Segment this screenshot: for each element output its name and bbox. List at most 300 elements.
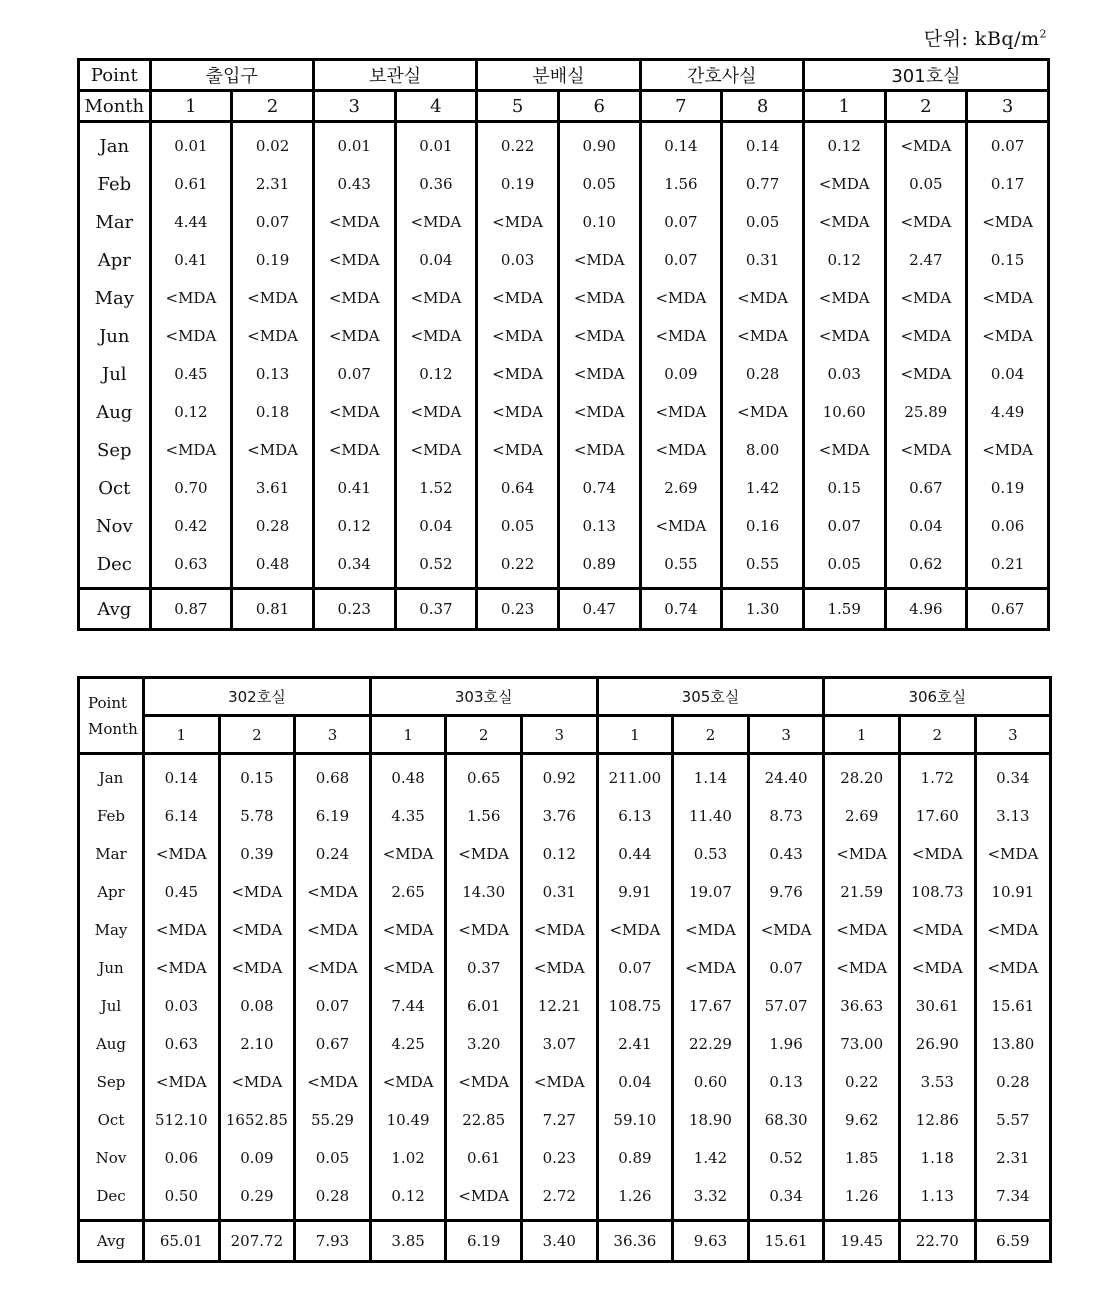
value-cell: <MDA — [313, 431, 395, 469]
value-cell: 7.34 — [975, 1177, 1051, 1221]
value-cell: 14.30 — [446, 873, 522, 911]
value-cell: <MDA — [295, 873, 371, 911]
table-row — [79, 873, 1051, 911]
value-cell: <MDA — [395, 393, 477, 431]
value-cell: <MDA — [899, 911, 975, 949]
value-cell: <MDA — [640, 393, 722, 431]
value-cell: <MDA — [295, 949, 371, 987]
month-cell: Apr — [97, 883, 125, 901]
value-cell: 0.14 — [722, 122, 804, 166]
value-cell: 19.45 — [824, 1221, 900, 1262]
value-cell: 4.96 — [885, 589, 967, 630]
value-cell: 0.90 — [558, 122, 640, 166]
table-row — [79, 545, 1049, 589]
value-cell: <MDA — [558, 279, 640, 317]
table-row — [79, 1139, 1051, 1177]
value-cell: 4.44 — [150, 203, 232, 241]
value-cell: 1.59 — [803, 589, 885, 630]
value-cell: 0.13 — [558, 507, 640, 545]
value-cell: 0.77 — [722, 165, 804, 203]
value-cell: 10.49 — [370, 1101, 446, 1139]
value-cell: 0.06 — [144, 1139, 220, 1177]
value-cell: 0.67 — [295, 1025, 371, 1063]
value-cell: <MDA — [521, 1063, 597, 1101]
value-cell: <MDA — [219, 949, 295, 987]
value-cell: <MDA — [640, 317, 722, 355]
value-cell: <MDA — [477, 279, 559, 317]
sub-header: 1 — [144, 716, 220, 754]
value-cell: <MDA — [370, 949, 446, 987]
value-cell: 0.55 — [640, 545, 722, 589]
value-cell: 0.18 — [232, 393, 314, 431]
value-cell: <MDA — [370, 1063, 446, 1101]
value-cell: <MDA — [722, 317, 804, 355]
value-cell: 1.13 — [899, 1177, 975, 1221]
value-cell: 36.63 — [824, 987, 900, 1025]
value-cell: 0.07 — [640, 203, 722, 241]
value-cell: <MDA — [446, 1063, 522, 1101]
table-row — [79, 949, 1051, 987]
table-row — [79, 165, 1049, 203]
value-cell: 0.05 — [722, 203, 804, 241]
month-cell: Nov — [95, 1149, 127, 1167]
value-cell: 211.00 — [597, 754, 673, 798]
value-cell: <MDA — [144, 835, 220, 873]
value-cell: 0.63 — [150, 545, 232, 589]
table-row — [79, 987, 1051, 1025]
value-cell: <MDA — [558, 317, 640, 355]
value-cell: 0.89 — [558, 545, 640, 589]
month-cell: Jul — [100, 997, 122, 1015]
value-cell: 0.05 — [295, 1139, 371, 1177]
value-cell: <MDA — [558, 355, 640, 393]
value-cell: 9.91 — [597, 873, 673, 911]
value-cell: 0.09 — [640, 355, 722, 393]
table-row — [79, 911, 1051, 949]
value-cell: 1.56 — [640, 165, 722, 203]
value-cell: <MDA — [313, 203, 395, 241]
value-cell: 0.06 — [967, 507, 1049, 545]
value-cell: 1.56 — [446, 797, 522, 835]
value-cell: 0.28 — [295, 1177, 371, 1221]
sub-header: 3 — [295, 716, 371, 754]
sub-header: 2 — [899, 716, 975, 754]
value-cell: 108.73 — [899, 873, 975, 911]
value-cell: <MDA — [144, 1063, 220, 1101]
month-cell: Dec — [96, 1187, 126, 1205]
value-cell: 0.04 — [597, 1063, 673, 1101]
value-cell: 4.25 — [370, 1025, 446, 1063]
value-cell: 1.26 — [824, 1177, 900, 1221]
value-cell: 9.76 — [748, 873, 824, 911]
value-cell: <MDA — [722, 279, 804, 317]
value-cell: <MDA — [803, 431, 885, 469]
value-cell: <MDA — [232, 317, 314, 355]
group-header: 301호실 — [803, 60, 1048, 91]
value-cell: 0.17 — [967, 165, 1049, 203]
table-row — [79, 393, 1049, 431]
value-cell: <MDA — [885, 317, 967, 355]
value-cell: 2.31 — [975, 1139, 1051, 1177]
value-cell: 3.61 — [232, 469, 314, 507]
value-cell: <MDA — [558, 241, 640, 279]
group-header: 보관실 — [313, 60, 476, 91]
sub-header: 1 — [150, 91, 232, 122]
point-header: Point — [88, 693, 128, 712]
value-cell: 11.40 — [673, 797, 749, 835]
value-cell: 57.07 — [748, 987, 824, 1025]
value-cell: 5.57 — [975, 1101, 1051, 1139]
value-cell: 22.70 — [899, 1221, 975, 1262]
table-row — [79, 835, 1051, 873]
value-cell: 0.03 — [803, 355, 885, 393]
value-cell: <MDA — [219, 873, 295, 911]
sub-header: 1 — [370, 716, 446, 754]
value-cell: 0.03 — [477, 241, 559, 279]
value-cell: <MDA — [885, 431, 967, 469]
value-cell: 0.31 — [521, 873, 597, 911]
month-header: Month — [79, 91, 151, 122]
value-cell: 6.14 — [144, 797, 220, 835]
value-cell: <MDA — [975, 949, 1051, 987]
value-cell: <MDA — [597, 911, 673, 949]
value-cell: 0.22 — [824, 1063, 900, 1101]
value-cell: <MDA — [219, 911, 295, 949]
value-cell: <MDA — [967, 203, 1049, 241]
value-cell: 24.40 — [748, 754, 824, 798]
value-cell: <MDA — [803, 203, 885, 241]
group-header: 분배실 — [477, 60, 640, 91]
value-cell: 0.53 — [673, 835, 749, 873]
group-header: 출입구 — [150, 60, 313, 91]
value-cell: <MDA — [395, 279, 477, 317]
value-cell: 207.72 — [219, 1221, 295, 1262]
value-cell: <MDA — [899, 949, 975, 987]
value-cell: <MDA — [446, 835, 522, 873]
value-cell: <MDA — [313, 317, 395, 355]
value-cell: 0.23 — [477, 589, 559, 630]
value-cell: <MDA — [824, 835, 900, 873]
value-cell: 0.01 — [395, 122, 477, 166]
value-cell: <MDA — [395, 203, 477, 241]
table-row — [79, 431, 1049, 469]
table-row — [79, 279, 1049, 317]
avg-row — [79, 1221, 1051, 1262]
table-row — [79, 317, 1049, 355]
table-row — [79, 1101, 1051, 1139]
value-cell: 1.26 — [597, 1177, 673, 1221]
value-cell: <MDA — [640, 279, 722, 317]
value-cell: 0.70 — [150, 469, 232, 507]
value-cell: <MDA — [313, 279, 395, 317]
value-cell: 0.12 — [803, 241, 885, 279]
sub-header: 2 — [446, 716, 522, 754]
sub-header: 8 — [722, 91, 804, 122]
value-cell: 0.08 — [219, 987, 295, 1025]
sub-header: 3 — [748, 716, 824, 754]
table-avg — [79, 1221, 1051, 1262]
value-cell: 0.07 — [295, 987, 371, 1025]
value-cell: 0.48 — [232, 545, 314, 589]
month-cell: Sep — [97, 439, 132, 461]
value-cell: 21.59 — [824, 873, 900, 911]
value-cell: 0.67 — [885, 469, 967, 507]
sub-header: 2 — [219, 716, 295, 754]
value-cell: 3.53 — [899, 1063, 975, 1101]
value-cell: 0.61 — [150, 165, 232, 203]
value-cell: 8.00 — [722, 431, 804, 469]
value-cell: 0.28 — [975, 1063, 1051, 1101]
value-cell: 9.63 — [673, 1221, 749, 1262]
value-cell: 0.15 — [803, 469, 885, 507]
value-cell: 2.10 — [219, 1025, 295, 1063]
month-cell: Jul — [102, 363, 127, 385]
value-cell: <MDA — [370, 835, 446, 873]
value-cell: 1.30 — [722, 589, 804, 630]
value-cell: 0.02 — [232, 122, 314, 166]
value-cell: 0.43 — [748, 835, 824, 873]
value-cell: 3.40 — [521, 1221, 597, 1262]
value-cell: 0.19 — [477, 165, 559, 203]
value-cell: 0.87 — [150, 589, 232, 630]
value-cell: <MDA — [748, 911, 824, 949]
value-cell: 512.10 — [144, 1101, 220, 1139]
value-cell: 0.07 — [967, 122, 1049, 166]
month-cell: May — [94, 287, 134, 309]
value-cell: 10.60 — [803, 393, 885, 431]
measurement-table-1 — [77, 58, 1050, 631]
value-cell: 7.44 — [370, 987, 446, 1025]
value-cell: <MDA — [477, 203, 559, 241]
value-cell: 0.28 — [232, 507, 314, 545]
value-cell: <MDA — [477, 317, 559, 355]
table-body — [79, 754, 1051, 1221]
month-cell: Avg — [79, 1221, 144, 1262]
value-cell: 0.09 — [219, 1139, 295, 1177]
value-cell: 0.16 — [722, 507, 804, 545]
value-cell: 17.67 — [673, 987, 749, 1025]
value-cell: 0.12 — [521, 835, 597, 873]
value-cell: 0.52 — [748, 1139, 824, 1177]
group-header: 306호실 — [824, 678, 1051, 716]
value-cell: <MDA — [803, 279, 885, 317]
value-cell: 6.19 — [295, 797, 371, 835]
month-cell: Dec — [96, 553, 132, 575]
value-cell: 7.93 — [295, 1221, 371, 1262]
header-row-groups — [79, 678, 1051, 716]
value-cell: 1.02 — [370, 1139, 446, 1177]
value-cell: 0.07 — [232, 203, 314, 241]
value-cell: 0.45 — [144, 873, 220, 911]
value-cell: 0.68 — [295, 754, 371, 798]
value-cell: 2.47 — [885, 241, 967, 279]
value-cell: 0.74 — [640, 589, 722, 630]
value-cell: 0.22 — [477, 545, 559, 589]
value-cell: 6.01 — [446, 987, 522, 1025]
value-cell: 0.42 — [150, 507, 232, 545]
value-cell: 0.52 — [395, 545, 477, 589]
sub-header: 1 — [824, 716, 900, 754]
value-cell: <MDA — [395, 317, 477, 355]
value-cell: 1.85 — [824, 1139, 900, 1177]
value-cell: 108.75 — [597, 987, 673, 1025]
value-cell: 0.45 — [150, 355, 232, 393]
value-cell: 73.00 — [824, 1025, 900, 1063]
month-cell: Apr — [97, 249, 131, 271]
value-cell: <MDA — [967, 431, 1049, 469]
value-cell: 30.61 — [899, 987, 975, 1025]
value-cell: 0.60 — [673, 1063, 749, 1101]
value-cell: 0.22 — [477, 122, 559, 166]
value-cell: 2.69 — [824, 797, 900, 835]
value-cell: 55.29 — [295, 1101, 371, 1139]
value-cell: <MDA — [446, 1177, 522, 1221]
unit-exponent: 2 — [1039, 27, 1047, 41]
value-cell: <MDA — [722, 393, 804, 431]
avg-row — [79, 589, 1049, 630]
value-cell: 1.42 — [722, 469, 804, 507]
value-cell: 0.44 — [597, 835, 673, 873]
value-cell: 22.29 — [673, 1025, 749, 1063]
table-row — [79, 469, 1049, 507]
value-cell: <MDA — [975, 911, 1051, 949]
table-row — [79, 355, 1049, 393]
value-cell: 1.18 — [899, 1139, 975, 1177]
value-cell: 3.85 — [370, 1221, 446, 1262]
value-cell: 0.21 — [967, 545, 1049, 589]
month-cell: Avg — [79, 589, 151, 630]
value-cell: 65.01 — [144, 1221, 220, 1262]
value-cell: <MDA — [521, 949, 597, 987]
value-cell: 19.07 — [673, 873, 749, 911]
table-row — [79, 1063, 1051, 1101]
value-cell: <MDA — [295, 911, 371, 949]
value-cell: 0.13 — [232, 355, 314, 393]
value-cell: <MDA — [313, 393, 395, 431]
month-header: Month — [88, 719, 138, 738]
value-cell: 15.61 — [975, 987, 1051, 1025]
month-cell: Aug — [96, 401, 133, 423]
value-cell: <MDA — [885, 203, 967, 241]
value-cell: 0.05 — [885, 165, 967, 203]
value-cell: 0.92 — [521, 754, 597, 798]
value-cell: <MDA — [824, 949, 900, 987]
value-cell: 0.12 — [803, 122, 885, 166]
value-cell: 3.20 — [446, 1025, 522, 1063]
sub-header: 2 — [885, 91, 967, 122]
value-cell: 59.10 — [597, 1101, 673, 1139]
value-cell: 68.30 — [748, 1101, 824, 1139]
value-cell: <MDA — [885, 122, 967, 166]
group-header: 간호사실 — [640, 60, 803, 91]
value-cell: 0.34 — [313, 545, 395, 589]
month-cell: Nov — [95, 515, 133, 537]
value-cell: 36.36 — [597, 1221, 673, 1262]
value-cell: 0.10 — [558, 203, 640, 241]
value-cell: 0.14 — [144, 754, 220, 798]
value-cell: 1.14 — [673, 754, 749, 798]
value-cell: 0.13 — [748, 1063, 824, 1101]
month-cell: Oct — [98, 477, 131, 499]
value-cell: <MDA — [232, 279, 314, 317]
value-cell: 0.47 — [558, 589, 640, 630]
value-cell: 0.15 — [219, 754, 295, 798]
value-cell: 0.04 — [885, 507, 967, 545]
header-row-groups — [79, 60, 1049, 91]
value-cell: 26.90 — [899, 1025, 975, 1063]
sub-header: 5 — [477, 91, 559, 122]
month-cell: Jan — [99, 135, 130, 157]
value-cell: <MDA — [295, 1063, 371, 1101]
value-cell: <MDA — [640, 507, 722, 545]
sub-header: 7 — [640, 91, 722, 122]
value-cell: <MDA — [144, 911, 220, 949]
value-cell: 28.20 — [824, 754, 900, 798]
table-row — [79, 203, 1049, 241]
sub-header: 2 — [232, 91, 314, 122]
value-cell: 1652.85 — [219, 1101, 295, 1139]
value-cell: 22.85 — [446, 1101, 522, 1139]
sub-header: 6 — [558, 91, 640, 122]
value-cell: 0.67 — [967, 589, 1049, 630]
sub-header: 3 — [975, 716, 1051, 754]
value-cell: 0.15 — [967, 241, 1049, 279]
value-cell: 0.12 — [370, 1177, 446, 1221]
sub-header: 1 — [803, 91, 885, 122]
value-cell: 0.24 — [295, 835, 371, 873]
value-cell: 2.31 — [232, 165, 314, 203]
value-cell: 0.19 — [232, 241, 314, 279]
value-cell: 0.05 — [558, 165, 640, 203]
value-cell: 0.41 — [313, 469, 395, 507]
sub-header: 3 — [967, 91, 1049, 122]
sub-header: 2 — [673, 716, 749, 754]
value-cell: 0.89 — [597, 1139, 673, 1177]
value-cell: 10.91 — [975, 873, 1051, 911]
table-row — [79, 797, 1051, 835]
table-row — [79, 754, 1051, 798]
month-cell: Oct — [97, 1111, 125, 1129]
value-cell: 0.07 — [640, 241, 722, 279]
value-cell: <MDA — [899, 835, 975, 873]
value-cell: 0.65 — [446, 754, 522, 798]
value-cell: <MDA — [477, 393, 559, 431]
value-cell: 3.32 — [673, 1177, 749, 1221]
value-cell: 0.12 — [150, 393, 232, 431]
value-cell: 0.01 — [150, 122, 232, 166]
value-cell: 17.60 — [899, 797, 975, 835]
value-cell: 2.65 — [370, 873, 446, 911]
value-cell: 0.63 — [144, 1025, 220, 1063]
value-cell: <MDA — [885, 279, 967, 317]
month-cell: Jun — [99, 325, 130, 347]
value-cell: <MDA — [824, 911, 900, 949]
value-cell: 9.62 — [824, 1101, 900, 1139]
month-cell: Jun — [98, 959, 124, 977]
value-cell: 6.59 — [975, 1221, 1051, 1262]
value-cell: 0.37 — [446, 949, 522, 987]
value-cell: 12.86 — [899, 1101, 975, 1139]
value-cell: <MDA — [370, 911, 446, 949]
value-cell: <MDA — [967, 317, 1049, 355]
value-cell: 1.72 — [899, 754, 975, 798]
value-cell: 3.13 — [975, 797, 1051, 835]
value-cell: 2.69 — [640, 469, 722, 507]
value-cell: 0.50 — [144, 1177, 220, 1221]
value-cell: <MDA — [673, 911, 749, 949]
value-cell: 0.34 — [748, 1177, 824, 1221]
value-cell: 0.05 — [477, 507, 559, 545]
